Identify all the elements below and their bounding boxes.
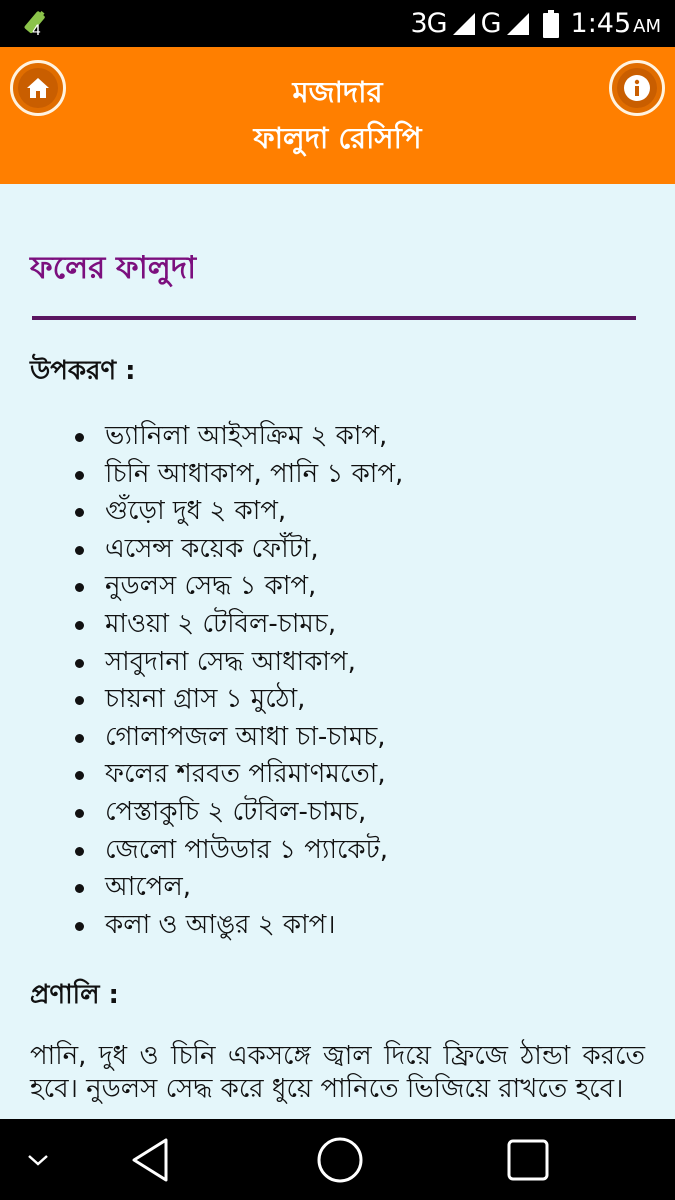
ingredient-item: চিনি আধাকাপ, পানি ১ কাপ, <box>75 456 403 494</box>
info-button[interactable] <box>609 60 665 116</box>
back-icon <box>128 1136 172 1184</box>
ingredient-item: নুডলস সেদ্ধ ১ কাপ, <box>75 568 403 606</box>
ingredients-list <box>75 418 403 944</box>
recents-icon <box>506 1138 550 1182</box>
signal-icon <box>453 13 475 35</box>
info-button-inner <box>617 68 657 108</box>
clock-ampm: AM <box>633 16 661 37</box>
chevron-down-icon <box>25 1152 51 1168</box>
ingredient-item: জেলো পাউডার ১ প্যাকেট, <box>75 832 403 870</box>
home-button[interactable] <box>10 60 66 116</box>
ingredient-item: পেস্তাকুচি ২ টেবিল-চামচ, <box>75 794 403 832</box>
notification-count: 4 <box>32 23 41 38</box>
battery-saver-icon <box>20 8 48 38</box>
ingredients-heading: উপকরণ : <box>30 356 136 386</box>
ingredient-item: গুঁড়ো দুধ ২ কাপ, <box>75 493 403 531</box>
recipe-content[interactable] <box>0 184 675 1119</box>
hide-nav-button[interactable] <box>18 1119 58 1200</box>
home-nav-button[interactable] <box>310 1119 370 1200</box>
app-title-line1: মজাদার <box>292 75 383 109</box>
ingredient-item: সাবুদানা সেদ্ধ আধাকাপ, <box>75 644 403 682</box>
ingredient-item: ভ্যানিলা আইসক্রিম ২ কাপ, <box>75 418 403 456</box>
method-text: পানি, দুধ ও চিনি একসঙ্গে জ্বাল দিয়ে ফ্রিজে ঠান্ডা করতে হবে। নুডলস সেদ্ধ করে ধুয়ে পানিতে ভিজিয়ে রাখতে হবে। <box>30 1041 645 1104</box>
signal-icon <box>507 13 529 35</box>
ingredient-item: ফলের শরবত পরিমাণমতো, <box>75 756 403 794</box>
navigation-bar <box>0 1119 675 1200</box>
battery-icon <box>543 10 559 38</box>
network-3g-label: 3G <box>410 8 447 39</box>
home-circle-icon <box>315 1135 365 1185</box>
back-button[interactable] <box>120 1119 180 1200</box>
app-title <box>120 69 555 161</box>
ingredient-item: আপেল, <box>75 869 403 907</box>
ingredient-item: কলা ও আঙুর ২ কাপ। <box>75 907 403 945</box>
status-bar <box>0 0 675 47</box>
info-icon <box>623 74 651 102</box>
ingredient-item: মাওয়া ২ টেবিল-চামচ, <box>75 606 403 644</box>
status-indicators <box>410 0 661 47</box>
home-icon <box>25 75 51 101</box>
clock-time: 1:45 <box>570 8 632 39</box>
network-g-label: G <box>480 8 501 39</box>
recipe-title: ফলের ফালুদা <box>30 250 197 286</box>
clock <box>571 8 661 39</box>
home-button-inner <box>18 68 58 108</box>
ingredient-item: চায়না গ্রাস ১ মুঠো, <box>75 681 403 719</box>
app-bar <box>0 47 675 184</box>
method-heading: প্রণালি : <box>30 980 119 1010</box>
title-divider <box>32 316 636 320</box>
recents-button[interactable] <box>498 1119 558 1200</box>
ingredient-item: এসেন্স কয়েক ফোঁটা, <box>75 531 403 569</box>
ingredient-item: গোলাপজল আধা চা-চামচ, <box>75 719 403 757</box>
app-title-line2: ফালুদা রেসিপি <box>253 121 422 155</box>
